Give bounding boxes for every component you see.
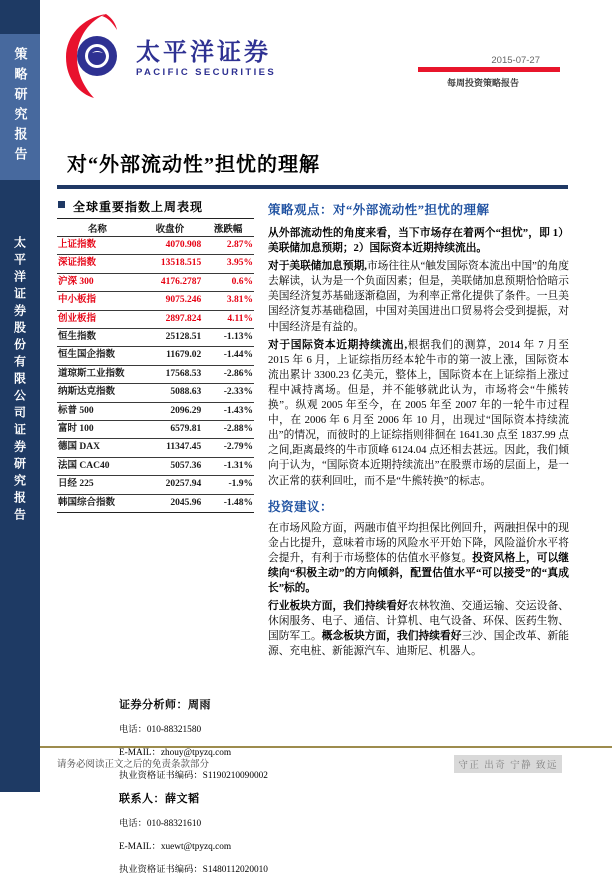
col-header-close: 收盘价 <box>138 219 203 237</box>
table-row <box>57 384 254 402</box>
index-change: -1.9% <box>202 476 254 494</box>
sidebar-bottom-label: 太平洋证券股份有限公司证券研究报告 <box>12 236 27 525</box>
index-name: 沪深 300 <box>57 273 138 291</box>
table-row <box>57 329 254 347</box>
text-segment: 三沙、国企改革、新能源、充电桩、新能源汽车、迪斯尼、机器人。 <box>268 630 569 658</box>
table-row <box>57 347 254 365</box>
analyst-name-line: 证券分析师：周雨 <box>119 699 211 711</box>
page-title: 对“外部流动性”担忧的理解 <box>67 154 320 176</box>
advice-section-heading: 投资建议： <box>268 499 334 514</box>
index-close: 25128.51 <box>138 329 203 347</box>
analyst-detail-line: 电话：010-88321610 <box>119 819 202 829</box>
pacific-securities-logo-icon <box>62 12 120 105</box>
index-close: 20257.94 <box>138 476 203 494</box>
table-row <box>57 237 254 255</box>
index-change: -1.31% <box>202 457 254 475</box>
index-close: 17568.53 <box>138 365 203 383</box>
text-segment: 在市场风险方面，两融市值平均担保比例回升，两融担保中的现金占比提升，意味着市场的风险水平开始下降，风险溢价水平将会提升，有利于市场整体的估值水平修复。 <box>268 521 569 564</box>
table-row <box>57 476 254 494</box>
index-change: 0.6% <box>202 273 254 291</box>
index-close: 2096.29 <box>138 402 203 420</box>
disclaimer-note: 请务必阅读正文之后的免责条款部分 <box>57 760 210 770</box>
index-change: -1.48% <box>202 494 254 512</box>
bold-text-segment: 对于国际资本近期持续流出, <box>268 338 408 351</box>
index-table <box>57 218 254 513</box>
analyst-name-line: 联系人：薛文韬 <box>119 793 200 805</box>
index-table-title-row <box>57 198 254 215</box>
index-change: 3.81% <box>202 292 254 310</box>
index-close: 9075.246 <box>138 292 203 310</box>
table-row <box>57 292 254 310</box>
index-name: 深证指数 <box>57 255 138 273</box>
bold-text-segment: 从外部流动性的角度来看，当下市场存在着两个“担忧”，即 1）美联储加息预期；2）国际资本近期持续流出。 <box>268 227 569 255</box>
header-red-bar <box>418 67 560 72</box>
advice-paragraphs <box>268 521 569 660</box>
table-row <box>57 421 254 439</box>
paragraph <box>268 259 569 334</box>
bold-text-segment: 投资风格上，可以继续向“积极主动”的方向倾斜，配置估值水平“可以接受”的“真成长”标的。 <box>268 551 569 594</box>
paragraph <box>268 521 569 596</box>
sidebar-company-strip <box>0 180 40 792</box>
analyst-detail-line: E-MAIL：zhouy@tpyzq.com <box>119 748 232 758</box>
index-change: -2.88% <box>202 421 254 439</box>
index-name: 韩国综合指数 <box>57 494 138 512</box>
index-change: -2.79% <box>202 439 254 457</box>
table-row <box>57 365 254 383</box>
index-change: -2.33% <box>202 384 254 402</box>
report-date: 2015-07-27 <box>491 55 540 66</box>
index-change: -2.86% <box>202 365 254 383</box>
col-header-name: 名称 <box>57 219 138 237</box>
bold-text-segment: 行业板块方面，我们持续看好 <box>268 600 408 613</box>
paragraph <box>268 226 569 256</box>
index-name: 创业板指 <box>57 310 138 328</box>
sidebar-report-category <box>0 34 40 180</box>
brand-text <box>136 40 296 78</box>
strategy-paragraphs <box>268 226 569 489</box>
analyst-detail-line: 执业资格证书编码：S1480112020010 <box>119 865 268 875</box>
index-close: 4070.908 <box>138 237 203 255</box>
index-close: 5088.63 <box>138 384 203 402</box>
index-name: 上证指数 <box>57 237 138 255</box>
analyst-detail-line: 执业资格证书编码：S1190210090002 <box>119 771 268 781</box>
sidebar-top-spacer <box>0 0 40 34</box>
index-close: 2045.96 <box>138 494 203 512</box>
index-change: 4.11% <box>202 310 254 328</box>
index-table-title: 全球重要指数上周表现 <box>73 200 204 214</box>
table-row <box>57 402 254 420</box>
index-close: 2897.824 <box>138 310 203 328</box>
index-name: 法国 CAC40 <box>57 457 138 475</box>
paragraph <box>268 599 569 659</box>
bold-text-segment: 对于美联储加息预期, <box>268 260 367 273</box>
brand-name-en: PACIFIC SECURITIES <box>136 67 277 78</box>
table-row <box>57 457 254 475</box>
brand-name-cn: 太平洋证券 <box>136 39 271 66</box>
company-motto: 守正 出奇 宁静 致远 <box>454 755 562 773</box>
index-close: 11679.02 <box>138 347 203 365</box>
analyst-detail-line: E-MAIL：xuewt@tpyzq.com <box>119 842 232 852</box>
index-change: -1.44% <box>202 347 254 365</box>
paragraph <box>268 338 569 489</box>
index-name: 富时 100 <box>57 421 138 439</box>
text-segment: 市场往往从“触发国际资本流出中国”的角度去解读，认为是一个负面因素；但是，美联储加息预期恰恰暗示美国经济复苏基础逐渐稳固，为利率正常化提供了条件。一旦美国经济复苏基础稳固，中国对美国进出口贸易将会受到提振，对中国经济是有益的。 <box>268 260 569 333</box>
footer-divider <box>40 746 612 748</box>
text-segment: 根据我们的测算，2014 年 7 月至 2015 年 6 月，上证综指历经本轮牛市的第一波上涨，国际资本流出累计 3300.23 亿美元，整体上，国际资本在上证综指上涨过程中减持离场。但是，并不能够就此认为，市场将会“牛熊转换”。纵观 2005 年至今，在 2005 年至 2007 年的一轮牛市过程中，在 2006 年 6 月至 2006 年 10 月，出现过“国际资本持续流出”的情况，而彼时的上证综指则徘徊在 1641.30 点至 1837.99 点之间,距离最终的牛市顶峰 6124.04 点还相去甚远。因此，我们倾向于认为，“国际资本近期持续流出”在股票市场的层面上，是一次正常的获利回吐，而不是“牛熊转换”的标志。 <box>268 338 569 487</box>
strategy-section-heading: 策略观点：对“外部流动性”担忧的理解 <box>268 203 490 217</box>
text-segment: 农林牧渔、交通运输、交运设备、休闲服务、电子、通信、计算机、电气设备、环保、医药生物、国防军工。 <box>268 600 569 643</box>
table-row <box>57 494 254 512</box>
index-name: 纳斯达克指数 <box>57 384 138 402</box>
index-close: 4176.2787 <box>138 273 203 291</box>
index-change: -1.13% <box>202 329 254 347</box>
index-name: 中小板指 <box>57 292 138 310</box>
title-divider <box>57 185 568 189</box>
index-table-body <box>57 237 254 513</box>
col-header-change: 涨跌幅 <box>202 219 254 237</box>
index-change: 2.87% <box>202 237 254 255</box>
bold-text-segment: 概念板块方面，我们持续看好 <box>321 630 462 643</box>
index-close: 6579.81 <box>138 421 203 439</box>
index-close: 13518.515 <box>138 255 203 273</box>
table-row <box>57 255 254 273</box>
table-row <box>57 310 254 328</box>
index-close: 11347.45 <box>138 439 203 457</box>
index-name: 标普 500 <box>57 402 138 420</box>
square-bullet-icon <box>58 201 65 208</box>
analyst-detail-line: 电话：010-88321580 <box>119 725 202 735</box>
analyst-contact-block <box>119 696 319 884</box>
table-row <box>57 439 254 457</box>
index-close: 5057.36 <box>138 457 203 475</box>
table-row <box>57 273 254 291</box>
index-change: -1.43% <box>202 402 254 420</box>
report-body <box>268 200 569 662</box>
index-name: 日经 225 <box>57 476 138 494</box>
index-name: 道琼斯工业指数 <box>57 365 138 383</box>
index-change: 3.95% <box>202 255 254 273</box>
report-type-label: 每周投资策略报告 <box>446 78 519 88</box>
sidebar-top-label: 策略研究报告 <box>12 47 28 167</box>
index-name: 德国 DAX <box>57 439 138 457</box>
index-name: 恒生指数 <box>57 329 138 347</box>
index-name: 恒生国企指数 <box>57 347 138 365</box>
index-table-header-row <box>57 219 254 237</box>
